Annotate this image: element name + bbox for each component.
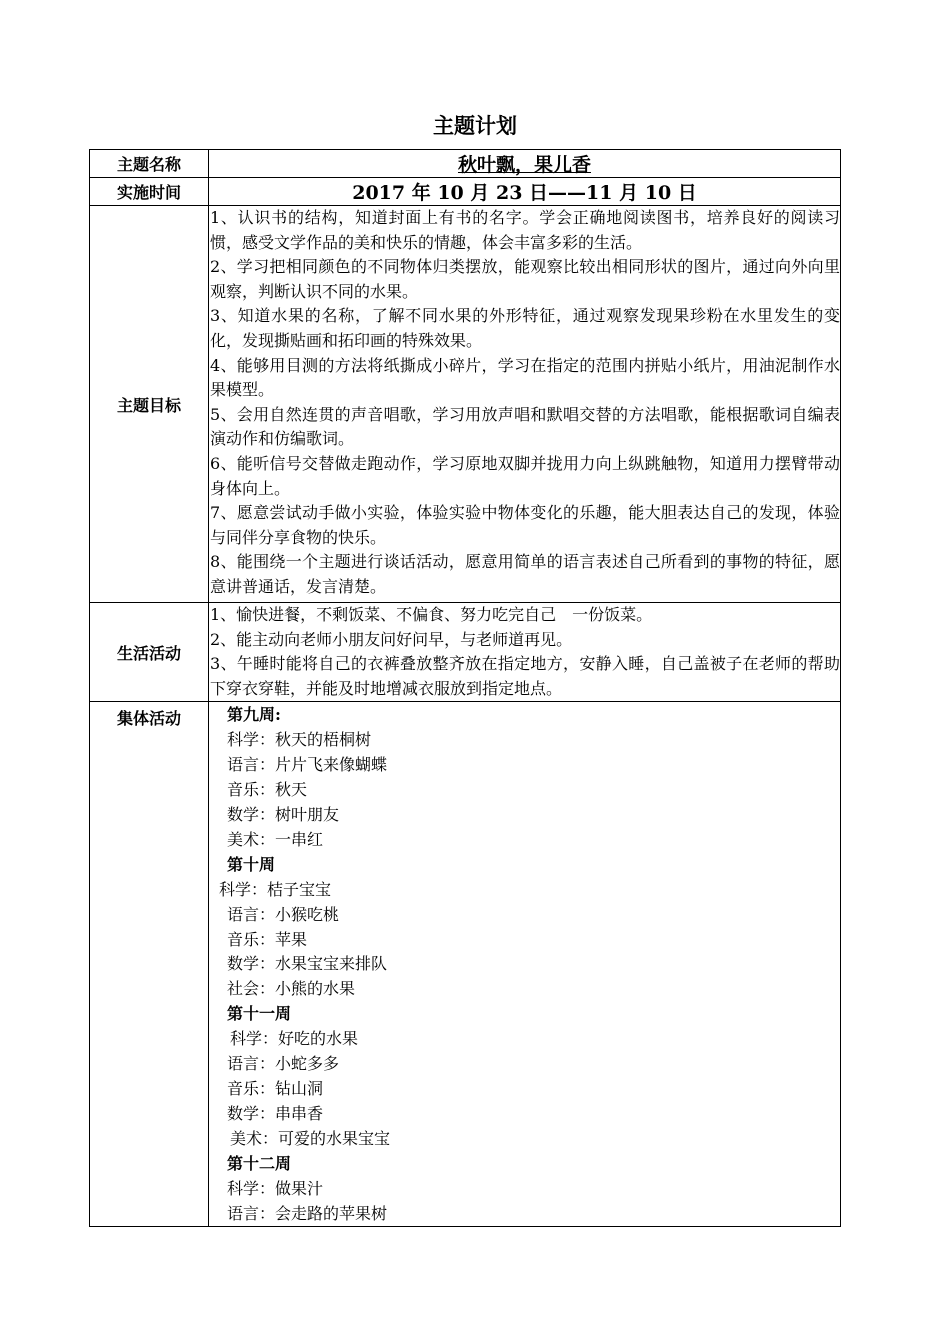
activities-content	[209, 702, 841, 1227]
life-label: 生活活动	[90, 603, 209, 702]
activity-item: 音乐：秋天	[227, 780, 308, 800]
page-title: 主题计划	[433, 114, 517, 138]
activity-item: 科学：做果汁	[227, 1178, 324, 1198]
activity-item: 美术：可爱的水果宝宝	[230, 1128, 391, 1148]
time-label: 实施时间	[90, 178, 209, 206]
activities-row	[90, 702, 841, 1227]
goals-row	[90, 206, 841, 603]
goal-item: 1、认识书的结构，知道封面上有书的名字。学会正确地阅读图书，培养良好的阅读习惯，感受文学作品的美和快乐的情趣，体会丰富多彩的生活。	[210, 208, 840, 252]
goals-content	[209, 206, 841, 603]
week-title: 第十一周	[227, 1004, 292, 1024]
goal-item: 4、能够用目测的方法将纸撕成小碎片，学习在指定的范围内拼贴小纸片，用油泥制作水果模型。	[210, 355, 840, 400]
activities-label: 集体活动	[90, 702, 209, 1227]
theme-name-value: 秋叶飘，果儿香	[209, 150, 841, 178]
activity-item: 音乐：苹果	[227, 929, 308, 949]
activity-item: 科学：秋天的梧桐树	[227, 730, 372, 750]
life-row	[90, 603, 841, 702]
goal-item: 6、能听信号交替做走跑动作，学习原地双脚并拢用力向上纵跳触物，知道用力摆臂带动身体向上。	[210, 453, 840, 498]
life-item: 3、午睡时能将自己的衣裤叠放整齐放在指定地方，安静入睡，自己盖被子在老师的帮助下穿衣穿鞋，并能及时地增减衣服放到指定地点。	[210, 654, 840, 698]
activity-item: 语言：小蛇多多	[227, 1054, 340, 1074]
life-item: 1、愉快进餐，不剩饭菜、不偏食、努力吃完自己 一份饭菜。	[210, 605, 653, 624]
week-title: 第十周	[227, 854, 276, 874]
plan-table	[89, 149, 841, 1227]
activity-item: 数学：树叶朋友	[227, 805, 340, 824]
activity-item: 语言：小猴吃桃	[227, 904, 340, 924]
activity-item: 社会：小熊的水果	[227, 979, 356, 999]
theme-name-label: 主题名称	[90, 150, 209, 178]
goal-item: 7、愿意尝试动手做小实验，体验实验中物体变化的乐趣，能大胆表达自己的发现，体验与同伴分享食物的快乐。	[210, 503, 840, 547]
activity-item: 音乐：钻山洞	[227, 1078, 324, 1098]
life-item: 2、能主动向老师小朋友问好问早，与老师道再见。	[210, 629, 573, 649]
goal-item: 2、学习把相同颜色的不同物体归类摆放，能观察比较出相同形状的图片，通过向外向里观察，判断认识不同的水果。	[210, 257, 840, 301]
time-value: 2017 年 10 月 23 日——11 月 10 日	[209, 178, 841, 206]
activity-item: 语言：会走路的苹果树	[227, 1203, 388, 1223]
goal-item: 5、会用自然连贯的声音唱歌，学习用放声唱和默唱交替的方法唱歌，能根据歌词自编表演动作和仿编歌词。	[210, 404, 840, 449]
week-title: 第九周:	[227, 705, 281, 725]
activity-item: 科学：桔子宝宝	[219, 879, 332, 899]
activity-item: 美术：一串红	[227, 829, 324, 849]
activity-item: 数学：水果宝宝来排队	[227, 954, 388, 974]
time-row	[90, 178, 841, 206]
theme-name-row	[90, 150, 841, 178]
goal-item: 8、能围绕一个主题进行谈话活动，愿意用简单的语言表述自己所看到的事物的特征，愿意讲普通话，发言清楚。	[210, 552, 840, 596]
activity-item: 数学：串串香	[227, 1103, 324, 1123]
life-content	[209, 603, 841, 702]
activity-item: 语言：片片飞来像蝴蝶	[227, 755, 388, 775]
week-title: 第十二周	[227, 1153, 292, 1173]
goals-label: 主题目标	[90, 206, 209, 603]
activity-item: 科学：好吃的水果	[230, 1029, 359, 1049]
goal-item: 3、知道水果的名称，了解不同水果的外形特征，通过观察发现果珍粉在水里发生的变化，发现撕贴画和拓印画的特殊效果。	[210, 306, 840, 350]
